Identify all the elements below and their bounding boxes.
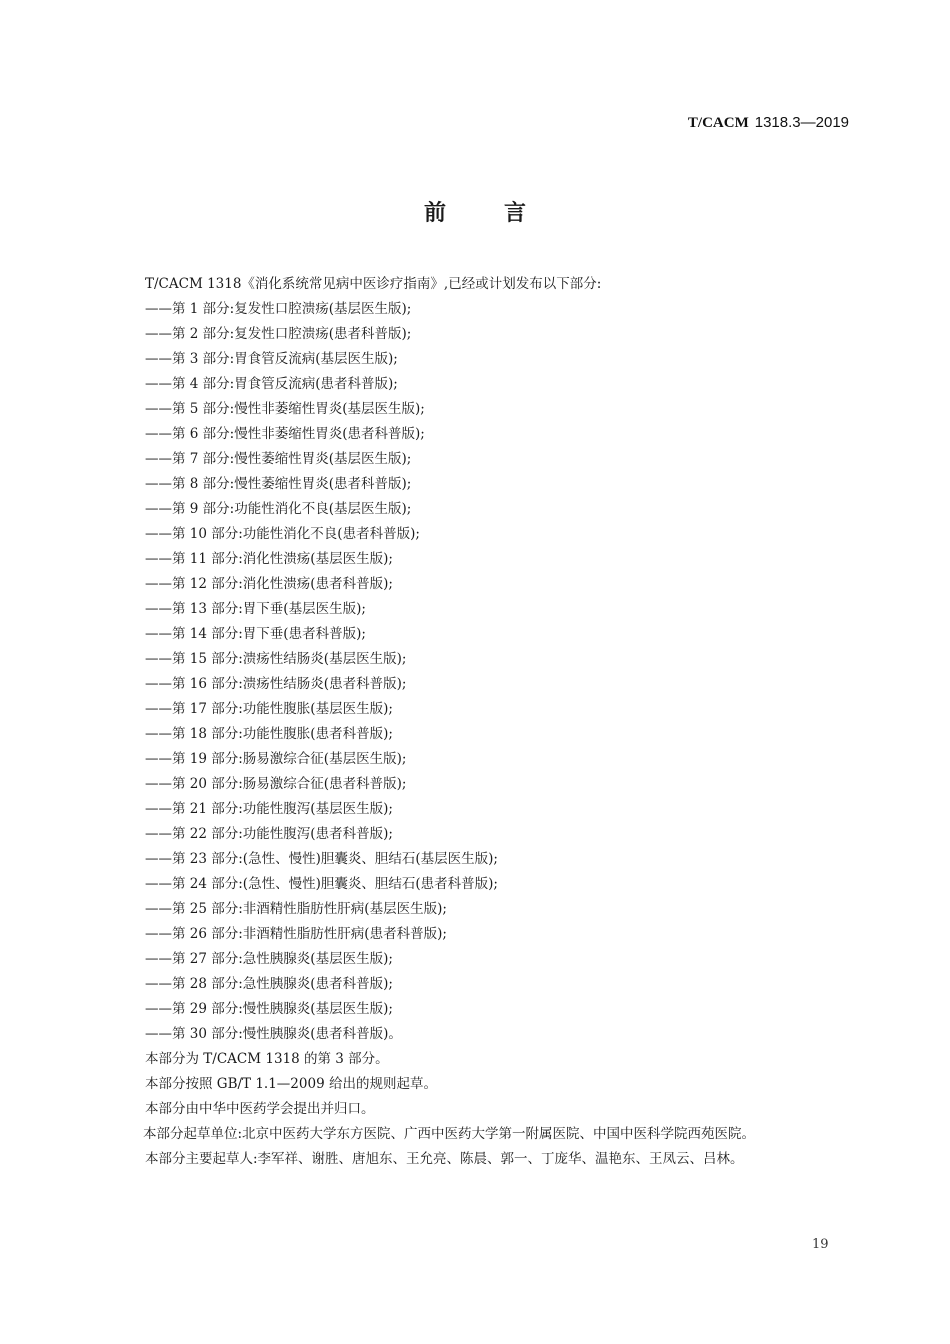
part-of-statement: 本部分为 T/CACM 1318 的第 3 部分。: [145, 1051, 389, 1067]
list-item: ——第 29 部分:慢性胰腺炎(基层医生版);: [145, 1001, 393, 1017]
list-item: ——第 5 部分:慢性非萎缩性胃炎(基层医生版);: [145, 401, 425, 417]
list-item: ——第 23 部分:(急性、慢性)胆囊炎、胆结石(基层医生版);: [145, 851, 498, 867]
list-item: ——第 7 部分:慢性萎缩性胃炎(基层医生版);: [145, 451, 412, 467]
list-item: ——第 25 部分:非酒精性脂肪性肝病(基层医生版);: [145, 901, 447, 917]
main-drafters-statement: 本部分主要起草人:李军祥、谢胜、唐旭东、王允亮、陈晨、郭一、丁庞华、温艳东、王凤云、吕林。: [145, 1151, 744, 1167]
title-char-2: 言: [504, 201, 527, 226]
list-item: ——第 6 部分:慢性非萎缩性胃炎(患者科普版);: [145, 426, 425, 442]
standard-code-header: [688, 113, 849, 132]
title-char-1: 前: [423, 201, 446, 226]
list-item: ——第 11 部分:消化性溃疡(基层医生版);: [145, 551, 393, 567]
page-title: [0, 196, 950, 227]
list-item: ——第 15 部分:溃疡性结肠炎(基层医生版);: [145, 651, 407, 667]
list-item: ——第 2 部分:复发性口腔溃疡(患者科普版);: [145, 326, 412, 342]
parts-list: [113, 297, 853, 1047]
list-item: ——第 8 部分:慢性萎缩性胃炎(患者科普版);: [145, 476, 412, 492]
intro-paragraph: T/CACM 1318《消化系统常见病中医诊疗指南》,已经或计划发布以下部分:: [145, 276, 602, 292]
list-item: ——第 12 部分:消化性溃疡(患者科普版);: [145, 576, 393, 592]
list-item: ——第 13 部分:胃下垂(基层医生版);: [145, 601, 366, 617]
list-item: ——第 18 部分:功能性腹胀(患者科普版);: [145, 726, 393, 742]
list-item: ——第 17 部分:功能性腹胀(基层医生版);: [145, 701, 393, 717]
list-item: ——第 27 部分:急性胰腺炎(基层医生版);: [145, 951, 393, 967]
standard-number: 1318.3—2019: [754, 114, 849, 131]
drafting-units-statement: 本部分起草单位:北京中医药大学东方医院、广西中医药大学第一附属医院、中国中医科学院西苑医院。: [143, 1126, 756, 1142]
list-item: ——第 22 部分:功能性腹泻(患者科普版);: [145, 826, 393, 842]
list-item: ——第 1 部分:复发性口腔溃疡(基层医生版);: [145, 301, 412, 317]
list-item: ——第 14 部分:胃下垂(患者科普版);: [145, 626, 366, 642]
list-item: ——第 26 部分:非酒精性脂肪性肝病(患者科普版);: [145, 926, 447, 942]
list-item: ——第 19 部分:肠易激综合征(基层医生版);: [145, 751, 407, 767]
standard-prefix: T/CACM: [687, 115, 749, 131]
page-number: 19: [812, 1237, 829, 1252]
foreword-body: [113, 272, 853, 1172]
list-item: ——第 9 部分:功能性消化不良(基层医生版);: [145, 501, 412, 517]
list-item: ——第 24 部分:(急性、慢性)胆囊炎、胆结石(患者科普版);: [145, 876, 498, 892]
list-item: ——第 16 部分:溃疡性结肠炎(患者科普版);: [145, 676, 407, 692]
list-item: ——第 28 部分:急性胰腺炎(患者科普版);: [145, 976, 393, 992]
list-item: ——第 4 部分:胃食管反流病(患者科普版);: [145, 376, 398, 392]
drafting-rules-statement: 本部分按照 GB/T 1.1—2009 给出的规则起草。: [145, 1076, 437, 1092]
list-item: ——第 30 部分:慢性胰腺炎(患者科普版)。: [145, 1026, 402, 1042]
list-item: ——第 10 部分:功能性消化不良(患者科普版);: [145, 526, 420, 542]
proposed-by-statement: 本部分由中华中医药学会提出并归口。: [145, 1101, 375, 1117]
list-item: ——第 21 部分:功能性腹泻(基层医生版);: [145, 801, 393, 817]
list-item: ——第 20 部分:肠易激综合征(患者科普版);: [145, 776, 407, 792]
list-item: ——第 3 部分:胃食管反流病(基层医生版);: [145, 351, 398, 367]
